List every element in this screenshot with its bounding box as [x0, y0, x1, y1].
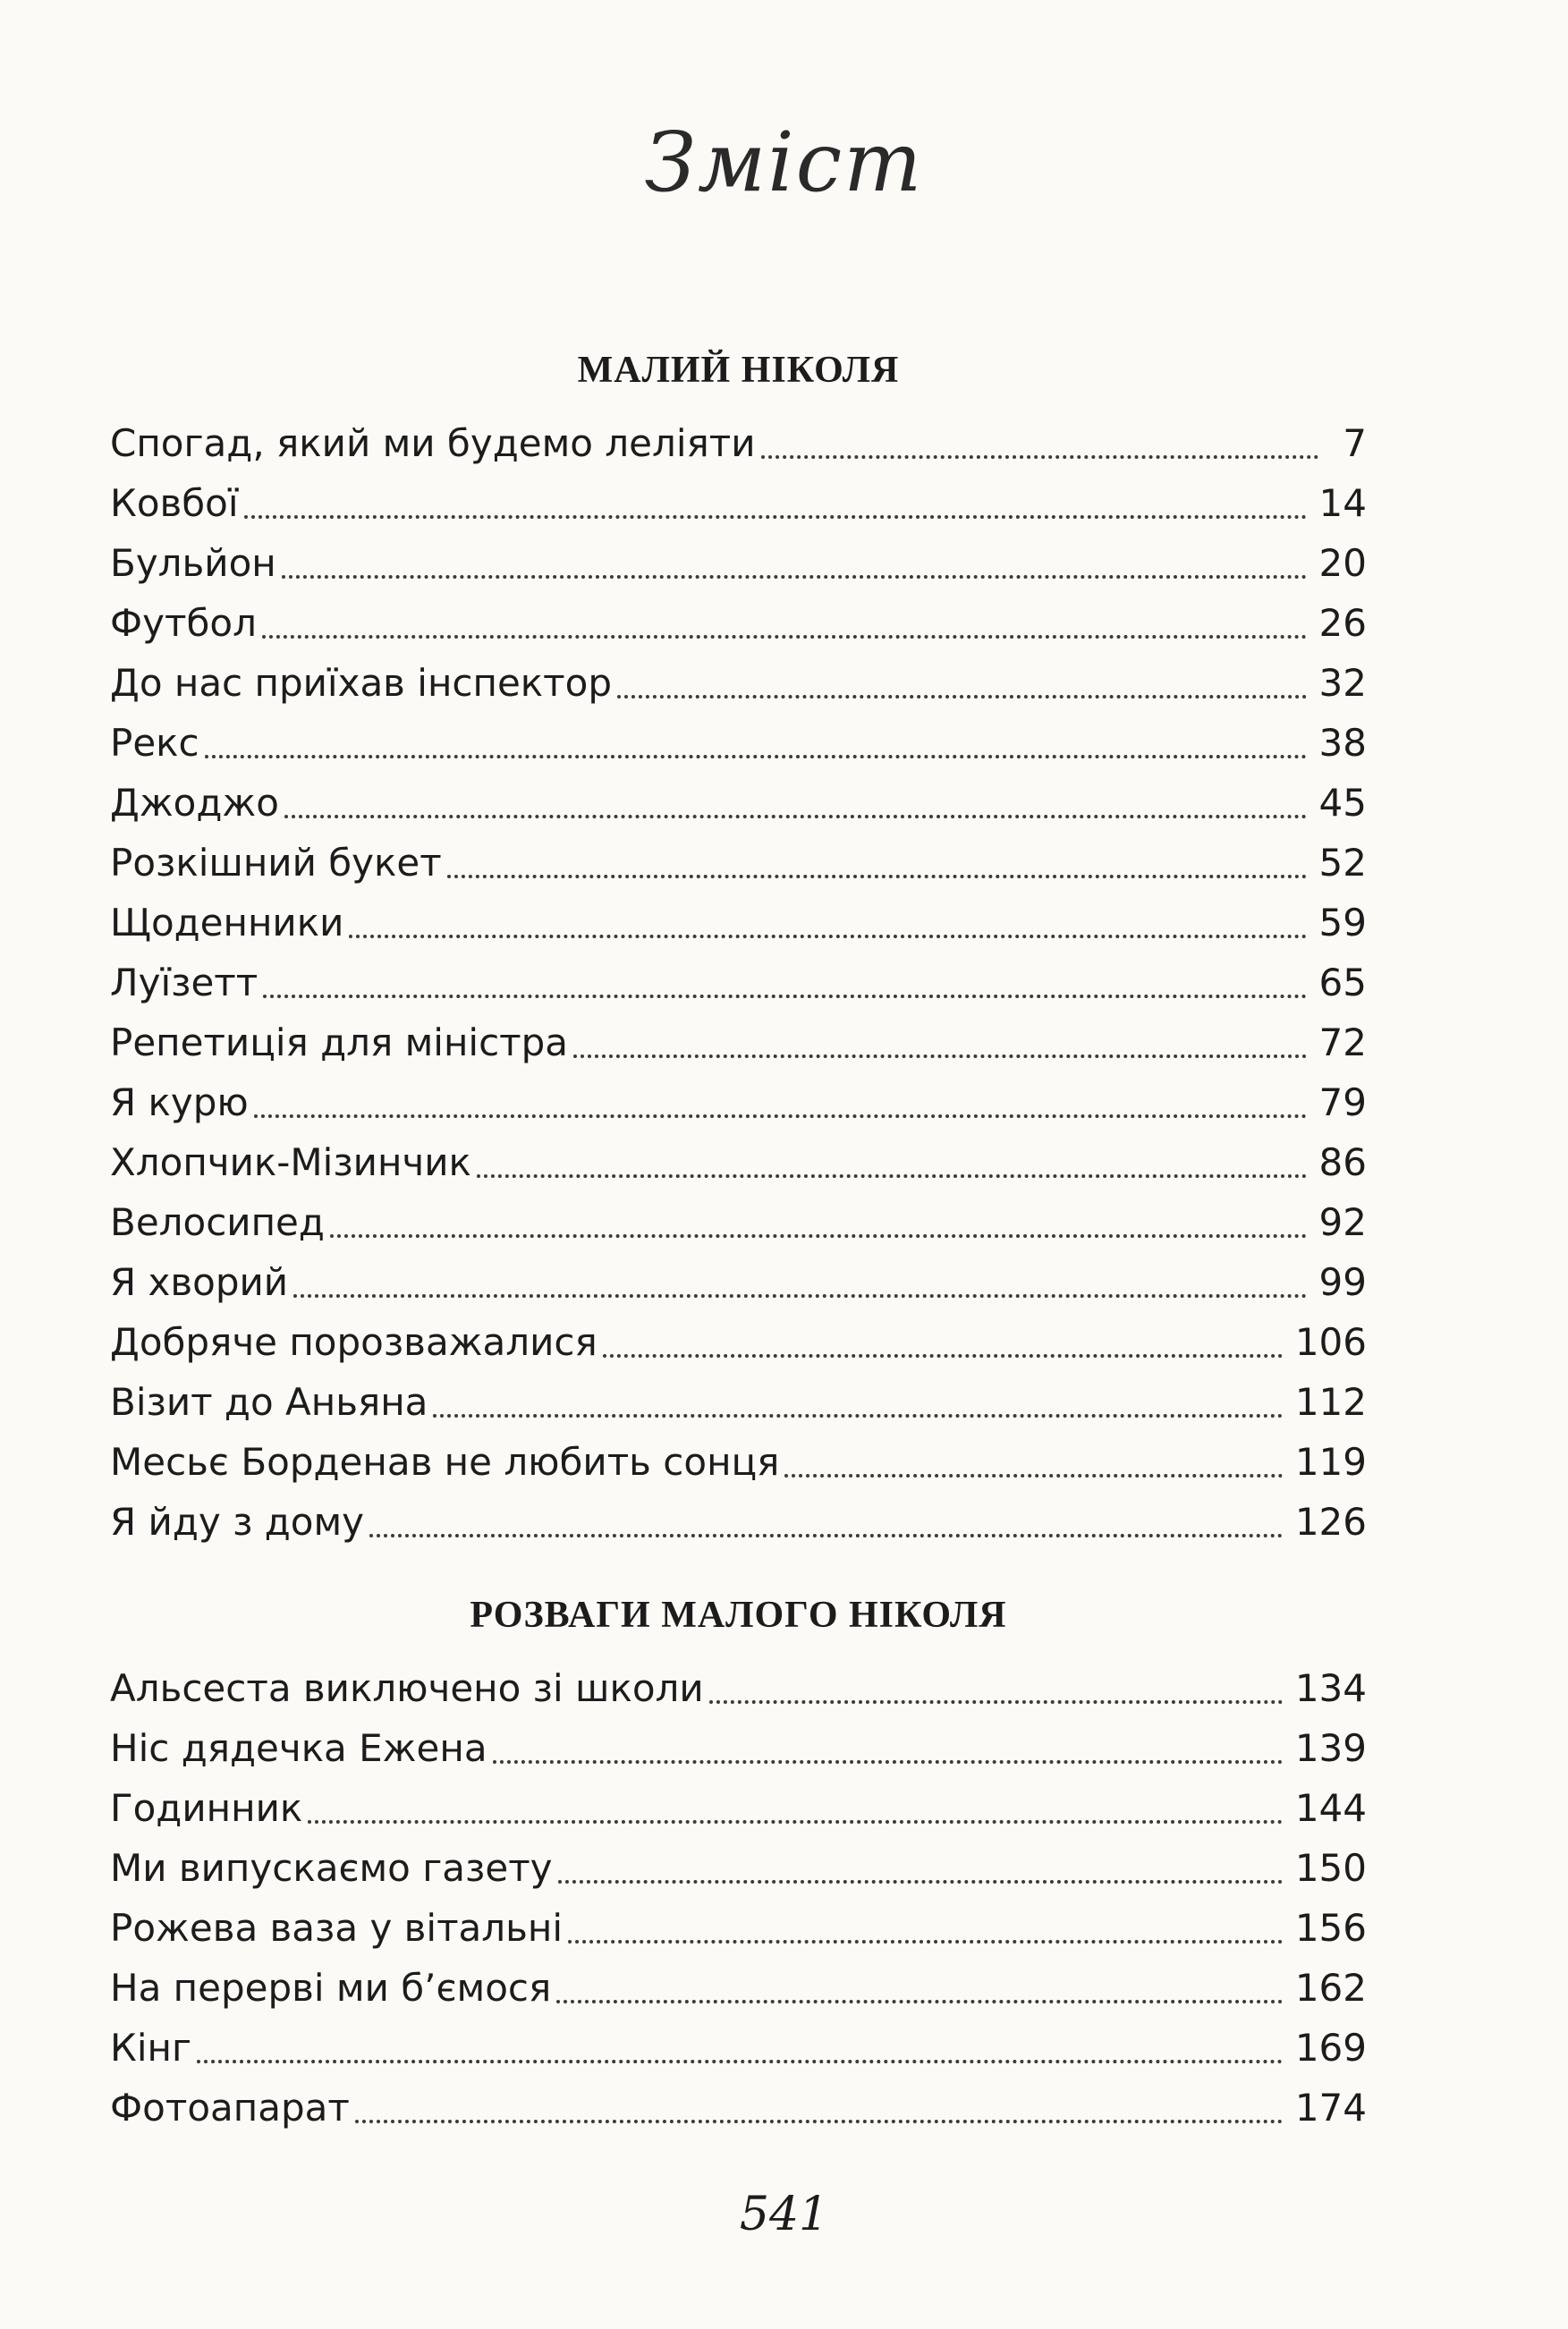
toc-entry [110, 953, 1367, 1012]
section-heading: МАЛИЙ НІКОЛЯ [577, 350, 900, 391]
entry-title: Добряче порозважалися [110, 1320, 598, 1364]
entry-title: Щоденники [110, 901, 344, 944]
entry-page-number: 7 [1343, 421, 1367, 465]
dot-leader [282, 575, 1307, 579]
entry-title: Альсеста виключено зі школи [110, 1666, 704, 1710]
dot-leader [477, 1174, 1307, 1178]
dot-leader [784, 1474, 1282, 1478]
dot-leader [330, 1234, 1307, 1238]
entry-page-number: 59 [1318, 901, 1367, 944]
toc-entry [110, 1838, 1367, 1898]
entry-page-number: 45 [1318, 781, 1367, 825]
entry-title: Рекс [110, 721, 199, 765]
entry-title: Спогад, який ми будемо леліяти [110, 421, 756, 465]
entry-title: Фотоапарат [110, 2086, 350, 2130]
entry-page-number: 14 [1318, 481, 1367, 525]
toc-entry [110, 1658, 1367, 1718]
toc-entry [110, 653, 1367, 713]
entry-title: Велосипед [110, 1200, 325, 1244]
entry-title: Бульйон [110, 541, 276, 585]
toc-entries [110, 413, 1367, 1552]
toc-entry [110, 1372, 1367, 1432]
entry-page-number: 72 [1318, 1021, 1367, 1064]
dot-leader [493, 1760, 1283, 1764]
dot-leader [617, 695, 1307, 699]
toc-entry [110, 1312, 1367, 1372]
toc-entry [110, 533, 1367, 593]
dot-leader [254, 1114, 1307, 1118]
entry-page-number: 99 [1318, 1260, 1367, 1304]
dot-leader [293, 1294, 1306, 1298]
dot-leader [568, 1940, 1283, 1944]
entry-title: Я хворий [110, 1260, 289, 1304]
dot-leader [369, 1534, 1283, 1537]
dot-leader [433, 1414, 1282, 1418]
entry-title: Репетиція для міністра [110, 1021, 569, 1064]
dot-leader [284, 815, 1307, 818]
dot-leader [263, 995, 1306, 998]
entry-title: Я курю [110, 1080, 249, 1124]
entry-page-number: 134 [1294, 1666, 1367, 1710]
entry-title: Візит до Аньяна [110, 1380, 428, 1424]
toc-entry [110, 1072, 1367, 1132]
dot-leader [262, 635, 1307, 639]
entry-page-number: 65 [1318, 961, 1367, 1004]
toc-entry [110, 713, 1367, 773]
entry-title: Я йду з дому [110, 1500, 365, 1544]
dot-leader [447, 875, 1307, 878]
entry-title: До нас приїхав інспектор [110, 661, 612, 705]
entry-page-number: 52 [1318, 841, 1367, 885]
toc-entry [110, 833, 1367, 893]
toc-entry [110, 1252, 1367, 1312]
entry-title: Розкішний букет [110, 841, 442, 885]
entry-page-number: 38 [1318, 721, 1367, 765]
dot-leader [573, 1054, 1307, 1058]
entry-title: Хлопчик-Мізинчик [110, 1140, 471, 1184]
page-title: Зміст [644, 114, 924, 210]
toc-section-2 [110, 1588, 1367, 2138]
toc-entry [110, 1492, 1367, 1552]
toc-section-1 [110, 343, 1367, 1552]
toc-entry [110, 593, 1367, 653]
entry-page-number: 162 [1294, 1966, 1367, 2010]
entry-page-number: 156 [1294, 1906, 1367, 1950]
toc-entry [110, 1778, 1367, 1838]
dot-leader [205, 755, 1307, 758]
toc-entry [110, 473, 1367, 533]
toc-entry [110, 1132, 1367, 1192]
entry-page-number: 79 [1318, 1080, 1367, 1124]
entry-page-number: 150 [1294, 1846, 1367, 1890]
toc-entry [110, 773, 1367, 833]
toc-entry [110, 1192, 1367, 1252]
toc-entries [110, 1658, 1367, 2138]
entry-page-number: 144 [1294, 1786, 1367, 1830]
page-number: 541 [739, 2188, 829, 2241]
entry-title: Джоджо [110, 781, 279, 825]
entry-page-number: 119 [1294, 1440, 1367, 1484]
entry-page-number: 174 [1294, 2086, 1367, 2130]
entry-title: Ми випускаємо газету [110, 1846, 553, 1890]
entry-page-number: 106 [1294, 1320, 1367, 1364]
dot-leader [197, 2060, 1283, 2063]
entry-page-number: 92 [1318, 1200, 1367, 1244]
entry-title: Ніс дядечка Ежена [110, 1726, 487, 1770]
entry-title: Кінг [110, 2026, 192, 2070]
entry-page-number: 26 [1318, 601, 1367, 645]
entry-title: Футбол [110, 601, 257, 645]
entry-page-number: 20 [1318, 541, 1367, 585]
toc-entry [110, 1432, 1367, 1492]
entry-page-number: 139 [1294, 1726, 1367, 1770]
entry-page-number: 126 [1294, 1500, 1367, 1544]
dot-leader [761, 455, 1318, 459]
toc-entry [110, 1012, 1367, 1072]
entry-page-number: 112 [1294, 1380, 1367, 1424]
toc-entry [110, 1718, 1367, 1778]
dot-leader [349, 935, 1306, 938]
entry-title: Рожева ваза у вітальні [110, 1906, 564, 1950]
dot-leader [558, 1880, 1283, 1884]
entry-page-number: 32 [1318, 661, 1367, 705]
entry-title: Ковбої [110, 481, 239, 525]
entry-title: Годинник [110, 1786, 303, 1830]
toc-entry [110, 1898, 1367, 1958]
entry-page-number: 169 [1294, 2026, 1367, 2070]
toc-entry [110, 1958, 1367, 2018]
toc-entry [110, 893, 1367, 953]
toc-entry [110, 2078, 1367, 2138]
dot-leader [556, 2000, 1283, 2003]
entry-title: Месьє Борденав не любить сонця [110, 1440, 780, 1484]
dot-leader [355, 2120, 1283, 2123]
dot-leader [709, 1700, 1283, 1704]
toc-entry [110, 413, 1367, 473]
entry-title: На перерві ми б’ємося [110, 1966, 552, 2010]
entry-page-number: 86 [1318, 1140, 1367, 1184]
toc-entry [110, 2018, 1367, 2078]
entry-title: Луїзетт [110, 961, 259, 1004]
dot-leader [603, 1354, 1283, 1358]
dot-leader [308, 1820, 1283, 1824]
section-heading: РОЗВАГИ МАЛОГО НІКОЛЯ [470, 1595, 1007, 1636]
dot-leader [244, 515, 1307, 519]
